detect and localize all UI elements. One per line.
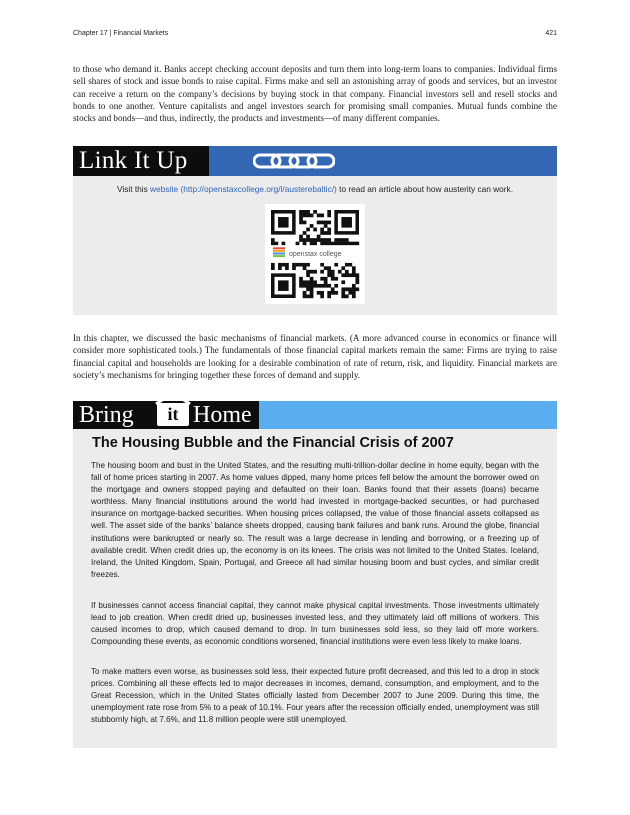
page-number: 421 [545,30,557,37]
home-word: Home [193,402,252,428]
case-heading: The Housing Bubble and the Financial Crisis of 2007 [92,435,454,451]
website-link[interactable]: website (http://openstaxcollege.org/l/austerebaltic/) [150,184,337,194]
case-paragraph-2: If businesses cannot access financial capital, they cannot make physical capital investments. Those investments ultimately lead to job creation. When credit dried up, businesses invested less, and they ultimately laid off millions of workers. This caused incomes to drop, which caused demand to drop. In turn businesses sold less, so they laid off more workers. Compounding these events, as economic conditions worsened, financial institutions were even less likely to make loans. [91,601,539,647]
link-it-up-title: Link It Up [73,146,209,176]
qr-code-graphic [265,204,365,304]
qr-code [265,204,365,304]
link-text-before: Visit this [116,184,151,194]
bring-it-home-body [73,429,557,748]
chain-link-icon [253,150,335,172]
bring-it-home-title [73,401,259,429]
link-it-up-body [73,176,557,315]
link-it-up-text [73,184,557,194]
summary-paragraph: In this chapter, we discussed the basic mechanisms of financial markets. (A more advanced course in economics or finance will consider more sophisticated tools.) The fundamentals of those financial capital markets remain the same: Firms are trying to raise financial capital and households are looking for a desirable combination of rate of return, risk, and liquidity. Financial markets are society’s mechanisms for bringing together these forces of demand and supply. [73,333,557,380]
bring-word: Bring [79,402,134,428]
link-text-after: to read an article about how austerity can work. [336,184,513,194]
case-paragraph-3: To make matters even worse, as businesses sold less, their expected future profit decreased, and this led to a drop in stock prices. Combining all these effects led to major decreases in incomes, demand, consumption, and employment, and to the Great Recession, which in the United States officially lasted from December 2007 to June 2009. During this time, the unemployment rate rose from 5% to a peak of 10.1%. Four years after the recession officially ended, unemployment was still stubbornly high, at 7.6%, and 11.8 million people were still unemployed. [91,667,539,725]
bring-it-home-banner [73,401,557,429]
link-it-up-banner [73,146,557,176]
it-word: it [157,403,189,426]
intro-paragraph: to those who demand it. Banks accept checking account deposits and turn them into long-term loans to companies. Individual firms sell shares of stock and issue bonds to raise capital. Firms make and sell an astonishing array of goods and services, but an investor can receive a return on the company’s decisions by buying stock in that company. Financial investors sell and resell stocks and bonds to one another. Venture capitalists and angel investors search for promising small companies. Mutual funds combine the stocks and bonds—and thus, indirectly, the products and investments—of many different companies. [73,64,557,124]
chapter-title: Chapter 17 | Financial Markets [73,30,169,37]
case-paragraph-1: The housing boom and bust in the United States, and the resulting multi-trillion-dollar decline in home equity, began with the fall of home prices starting in 2007. As home values dipped, many home prices fell below the amount the borrower owed on the mortgage and owners stopped paying and defaulted on their loan. Banks found that their assets (loans) became worthless. Many financial institutions around the world had invested in mortgage-backed securities, or had purchased insurance on mortgage-backed securities. When housing prices collapsed, the value of those financial assets collapsed as well. The asset side of the banks’ balance sheets dropped, causing bank failures and bank runs. Around the globe, financial institutions were bankrupted or nearly so. The result was a large decrease in lending and borrowing, or a freezing up of available credit. When credit dries up, the economy is on its knees. The crisis was not limited to the United States. Iceland, Ireland, the United Kingdom, Spain, Portugal, and Greece all had similar housing boom and bust cycles, and similar credit freezes. [91,461,539,579]
qr-caption: openstax college [289,250,342,258]
